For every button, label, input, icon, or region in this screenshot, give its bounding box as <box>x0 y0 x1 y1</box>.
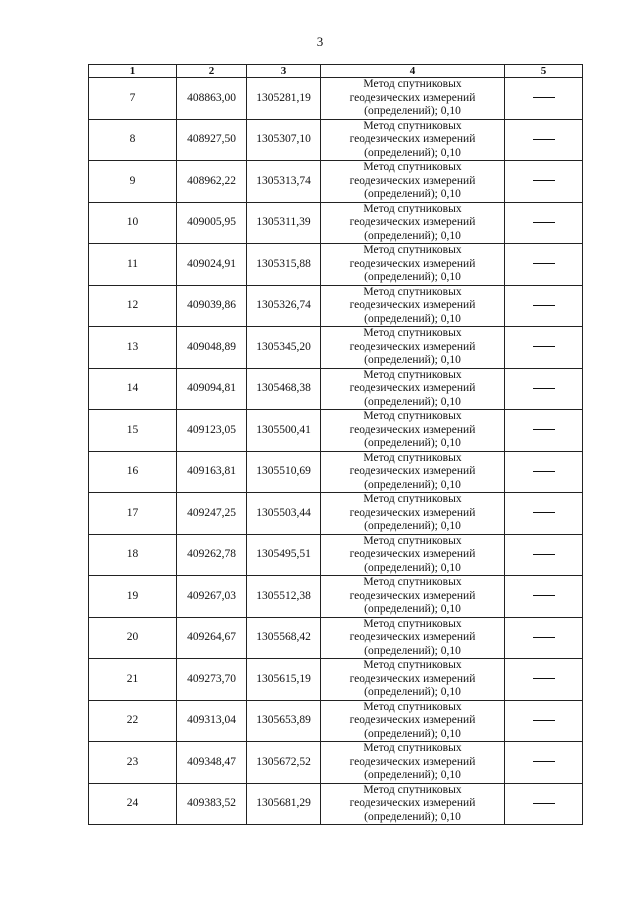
col5-cell <box>505 78 583 120</box>
point-number: 8 <box>89 119 177 161</box>
table-row <box>89 368 583 410</box>
method-text: (определений); 0,10 <box>364 105 461 117</box>
method-text: геодезических измерений <box>349 589 476 602</box>
method-text: геодезических измерений <box>349 672 476 685</box>
method-cell <box>321 451 505 493</box>
dash-mark <box>533 346 555 347</box>
method-text: Метод спутниковых <box>363 451 462 464</box>
coord-x: 409383,52 <box>177 783 247 825</box>
dash-mark <box>533 305 555 306</box>
method-text: Метод спутниковых <box>363 161 462 173</box>
header-col-2: 2 <box>177 65 247 78</box>
coord-x: 409262,78 <box>177 534 247 576</box>
method-cell <box>321 700 505 742</box>
method-text: геодезических измерений <box>349 714 476 726</box>
dash-mark <box>533 471 555 472</box>
coord-x: 409005,95 <box>177 202 247 244</box>
table-row <box>89 493 583 535</box>
method-text: (определений); 0,10 <box>364 727 461 740</box>
method-text: геодезических измерений <box>349 91 476 104</box>
coord-y: 1305311,39 <box>247 202 321 244</box>
method-text: (определений); 0,10 <box>364 354 461 366</box>
coord-x: 409094,81 <box>177 368 247 410</box>
method-text: геодезических измерений <box>349 506 476 519</box>
dash-mark <box>533 803 555 804</box>
table-row <box>89 202 583 244</box>
method-text: геодезических измерений <box>349 755 476 768</box>
coord-x: 409348,47 <box>177 742 247 784</box>
method-text: (определений); 0,10 <box>364 520 461 532</box>
coord-x: 409313,04 <box>177 700 247 742</box>
method-cell <box>321 617 505 659</box>
dash-mark <box>533 222 555 223</box>
point-number: 21 <box>89 659 177 701</box>
coord-y: 1305510,69 <box>247 451 321 493</box>
coord-y: 1305503,44 <box>247 493 321 535</box>
point-number: 18 <box>89 534 177 576</box>
table-row <box>89 742 583 784</box>
method-text: Метод спутниковых <box>363 285 462 298</box>
dash-mark <box>533 595 555 596</box>
col5-cell <box>505 742 583 784</box>
table-row <box>89 78 583 120</box>
point-number: 9 <box>89 161 177 203</box>
method-text: геодезических измерений <box>349 299 476 311</box>
table-row <box>89 244 583 286</box>
method-text: (определений); 0,10 <box>364 478 461 491</box>
coord-y: 1305681,29 <box>247 783 321 825</box>
table-row <box>89 327 583 369</box>
point-number: 12 <box>89 285 177 327</box>
header-col-4: 4 <box>321 65 505 78</box>
table-row <box>89 576 583 618</box>
point-number: 7 <box>89 78 177 120</box>
table-row <box>89 534 583 576</box>
method-cell <box>321 368 505 410</box>
point-number: 22 <box>89 700 177 742</box>
coord-x: 409048,89 <box>177 327 247 369</box>
method-text: Метод спутниковых <box>363 368 462 381</box>
method-cell <box>321 78 505 120</box>
point-number: 17 <box>89 493 177 535</box>
method-text: геодезических измерений <box>349 797 476 809</box>
col5-cell <box>505 617 583 659</box>
table-row <box>89 451 583 493</box>
point-number: 23 <box>89 742 177 784</box>
col5-cell <box>505 659 583 701</box>
page-number: 3 <box>316 34 324 49</box>
table-row <box>89 285 583 327</box>
dash-mark <box>533 429 555 430</box>
coord-y: 1305326,74 <box>247 285 321 327</box>
method-text: Метод спутниковых <box>363 410 462 422</box>
point-number: 14 <box>89 368 177 410</box>
method-cell <box>321 285 505 327</box>
coord-x: 409267,03 <box>177 576 247 618</box>
col5-cell <box>505 783 583 825</box>
method-text: Метод спутниковых <box>363 327 462 339</box>
method-text: (определений); 0,10 <box>364 437 461 449</box>
method-text: (определений); 0,10 <box>364 561 461 574</box>
dash-mark <box>533 637 555 638</box>
point-number: 19 <box>89 576 177 618</box>
method-text: Метод спутниковых <box>363 700 462 713</box>
method-text: геодезических измерений <box>349 465 476 477</box>
method-cell <box>321 534 505 576</box>
coord-x: 409264,67 <box>177 617 247 659</box>
method-cell <box>321 576 505 618</box>
coord-y: 1305495,51 <box>247 534 321 576</box>
col5-cell <box>505 161 583 203</box>
method-text: геодезических измерений <box>349 548 476 560</box>
method-text: (определений); 0,10 <box>364 229 461 242</box>
coord-x: 408962,22 <box>177 161 247 203</box>
method-cell <box>321 202 505 244</box>
method-text: Метод спутниковых <box>363 576 462 588</box>
coord-x: 409024,91 <box>177 244 247 286</box>
table-row <box>89 161 583 203</box>
col5-cell <box>505 119 583 161</box>
method-text: геодезических измерений <box>349 382 476 394</box>
dash-mark <box>533 180 555 181</box>
coord-y: 1305512,38 <box>247 576 321 618</box>
method-text: Метод спутниковых <box>363 119 462 132</box>
coord-y: 1305672,52 <box>247 742 321 784</box>
coord-y: 1305307,10 <box>247 119 321 161</box>
method-cell <box>321 244 505 286</box>
method-text: геодезических измерений <box>349 340 476 353</box>
method-text: Метод спутниковых <box>363 244 462 256</box>
coord-x: 408863,00 <box>177 78 247 120</box>
point-number: 13 <box>89 327 177 369</box>
method-text: (определений); 0,10 <box>364 603 461 615</box>
method-text: геодезических измерений <box>349 216 476 228</box>
method-cell <box>321 119 505 161</box>
method-cell <box>321 742 505 784</box>
method-text: Метод спутниковых <box>363 783 462 796</box>
method-text: (определений); 0,10 <box>364 686 461 698</box>
coord-y: 1305345,20 <box>247 327 321 369</box>
method-cell <box>321 659 505 701</box>
dash-mark <box>533 554 555 555</box>
method-text: (определений); 0,10 <box>364 395 461 408</box>
col5-cell <box>505 493 583 535</box>
col5-cell <box>505 244 583 286</box>
point-number: 15 <box>89 410 177 452</box>
coordinates-table <box>88 64 583 825</box>
point-number: 11 <box>89 244 177 286</box>
method-text: (определений); 0,10 <box>364 644 461 657</box>
method-cell <box>321 493 505 535</box>
dash-mark <box>533 761 555 762</box>
method-text: Метод спутниковых <box>363 742 462 754</box>
coord-x: 409039,86 <box>177 285 247 327</box>
method-cell <box>321 783 505 825</box>
col5-cell <box>505 534 583 576</box>
coord-x: 409247,25 <box>177 493 247 535</box>
method-text: Метод спутниковых <box>363 493 462 505</box>
coord-y: 1305653,89 <box>247 700 321 742</box>
method-cell <box>321 410 505 452</box>
coord-y: 1305313,74 <box>247 161 321 203</box>
method-text: Метод спутниковых <box>363 534 462 547</box>
point-number: 20 <box>89 617 177 659</box>
col5-cell <box>505 576 583 618</box>
method-text: (определений); 0,10 <box>364 271 461 283</box>
header-col-1: 1 <box>89 65 177 78</box>
point-number: 16 <box>89 451 177 493</box>
col5-cell <box>505 202 583 244</box>
method-text: геодезических измерений <box>349 257 476 270</box>
col5-cell <box>505 327 583 369</box>
method-text: геодезических измерений <box>349 174 476 187</box>
table-row <box>89 659 583 701</box>
point-number: 10 <box>89 202 177 244</box>
coord-x: 409163,81 <box>177 451 247 493</box>
dash-mark <box>533 97 555 98</box>
coord-x: 408927,50 <box>177 119 247 161</box>
table-row <box>89 617 583 659</box>
method-text: (определений); 0,10 <box>364 769 461 781</box>
method-text: (определений); 0,10 <box>364 810 461 823</box>
method-text: Метод спутниковых <box>363 202 462 215</box>
coord-y: 1305468,38 <box>247 368 321 410</box>
table-row <box>89 410 583 452</box>
method-text: Метод спутниковых <box>363 78 462 90</box>
col5-cell <box>505 451 583 493</box>
col5-cell <box>505 368 583 410</box>
point-number: 24 <box>89 783 177 825</box>
method-text: Метод спутниковых <box>363 617 462 630</box>
dash-mark <box>533 720 555 721</box>
table-row <box>89 119 583 161</box>
table-row <box>89 700 583 742</box>
col5-cell <box>505 285 583 327</box>
method-text: геодезических измерений <box>349 631 476 643</box>
coord-y: 1305315,88 <box>247 244 321 286</box>
method-text: геодезических измерений <box>349 133 476 145</box>
dash-mark <box>533 139 555 140</box>
coord-y: 1305500,41 <box>247 410 321 452</box>
coord-x: 409273,70 <box>177 659 247 701</box>
method-cell <box>321 161 505 203</box>
dash-mark <box>533 678 555 679</box>
dash-mark <box>533 388 555 389</box>
header-col-3: 3 <box>247 65 321 78</box>
method-text: (определений); 0,10 <box>364 188 461 200</box>
method-text: (определений); 0,10 <box>364 146 461 159</box>
method-cell <box>321 327 505 369</box>
dash-mark <box>533 512 555 513</box>
table-header-row <box>89 65 583 78</box>
coord-x: 409123,05 <box>177 410 247 452</box>
col5-cell <box>505 410 583 452</box>
col5-cell <box>505 700 583 742</box>
method-text: Метод спутниковых <box>363 659 462 671</box>
header-col-5: 5 <box>505 65 583 78</box>
table-row <box>89 783 583 825</box>
method-text: (определений); 0,10 <box>364 312 461 325</box>
coord-y: 1305281,19 <box>247 78 321 120</box>
coord-y: 1305615,19 <box>247 659 321 701</box>
dash-mark <box>533 263 555 264</box>
coord-y: 1305568,42 <box>247 617 321 659</box>
table-body <box>89 78 583 825</box>
method-text: геодезических измерений <box>349 423 476 436</box>
